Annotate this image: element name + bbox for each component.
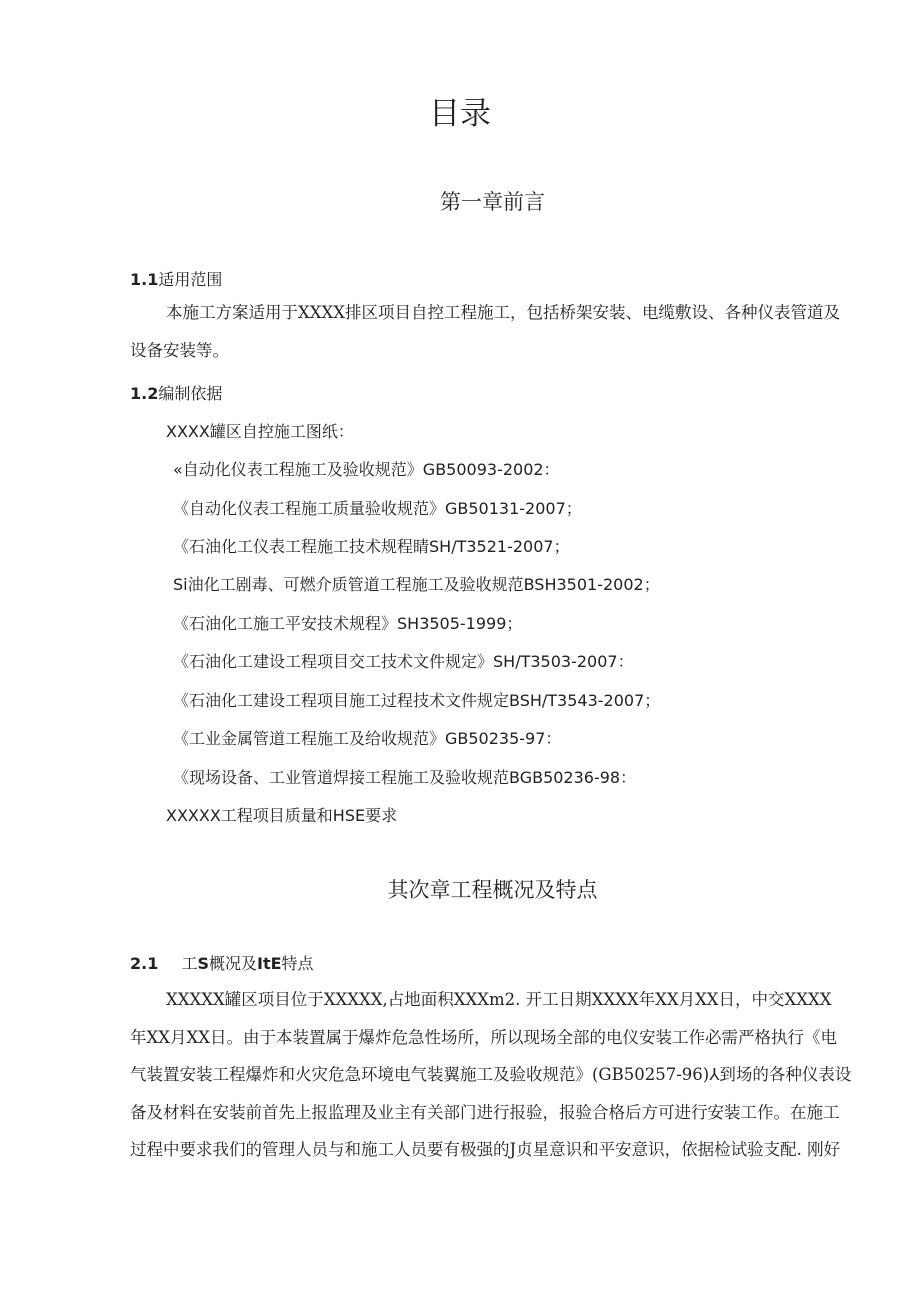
paragraph-line: 气装置安装工程爆炸和火灾危急环境电气装翼施工及验收规范》(GB50257-96)⅄到场的各种仪表设 [130, 1065, 852, 1084]
paragraph-line: 备及材料在安装前首先上报监理及业主有关部门进行报验，报验合格后方可进行安装工作。在施工 [130, 1102, 840, 1122]
reference-item: 《工业金属管道工程施工及给收规范》GB50235-97： [173, 729, 562, 748]
paragraph-line: 过程中要求我们的管理人员与和施工人员要有极强的J贞星意识和平安意识，依据检试验支配. 刚好 [130, 1140, 841, 1159]
section-title-bold: S [197, 954, 209, 973]
reference-item: 《石油化工建设工程项目交工技术文件规定》SH/T3503-2007： [173, 652, 634, 671]
section-1-1-paragraph [130, 294, 840, 369]
reference-item: XXXXX工程项目质量和HSE要求 [166, 806, 398, 825]
reference-item: 《自动化仪表工程施工质量验收规范》GB50131-2007； [173, 499, 582, 518]
section-1-1-heading [130, 267, 222, 290]
section-2-1-heading [130, 951, 314, 974]
reference-item: 《现场设备、工业管道焊接工程施工及验收规范BGB50236-98： [173, 768, 637, 787]
section-title: 编制依据 [158, 384, 223, 403]
paragraph-line: 年XX月XX日。由于本装置属于爆炸危急性场所，所以现场全部的电仪安装工作必需严格执行《电 [130, 1027, 837, 1047]
section-title-part: 工 [181, 954, 198, 973]
section-1-2-heading [130, 381, 222, 404]
reference-item: «自动化仪表工程施工及验收规范》GB50093-2002： [173, 460, 560, 479]
reference-item: 《石油化工仪表工程施工技术规程睛SH/T3521-2007； [173, 537, 570, 556]
section-title-part: 概况及 [208, 954, 257, 973]
section-2-1-paragraph [130, 981, 851, 1169]
reference-item: XXXX罐区自控施工图纸： [166, 422, 354, 441]
section-title-bold: ItE [257, 954, 282, 973]
paragraph-line: 设备安装等。 [130, 340, 229, 360]
reference-item: 《石油化工建设工程项目施工过程技术文件规定BSH/T3543-2007； [173, 691, 661, 710]
paragraph-line: 本施工方案适用于XXXX排区项目自控工程施工，包括桥架安装、电缆敷设、各种仪表管道及 [166, 303, 840, 322]
chapter-2-heading: 其次章工程概况及特点 [387, 878, 598, 902]
page-title: 目录 [429, 96, 491, 132]
paragraph-line: XXXXX罐区项目位于XXXXX,占地面积XXXm2. 开工日期XXXX年XX月XX日，中交XXXX [166, 990, 832, 1009]
reference-item: 《石油化工施工平安技术规程》SH3505-1999； [173, 614, 523, 633]
section-number: 2.1 [130, 954, 159, 973]
chapter-1-heading: 第一章前言 [440, 190, 545, 214]
section-title-part: 特点 [281, 954, 314, 973]
section-number: 1.1 [130, 270, 159, 289]
section-number: 1.2 [130, 384, 159, 403]
section-title: 适用范围 [158, 270, 223, 289]
reference-item: Si油化工剧毒、可燃介质管道工程施工及验收规范BSH3501-2002； [173, 575, 660, 594]
